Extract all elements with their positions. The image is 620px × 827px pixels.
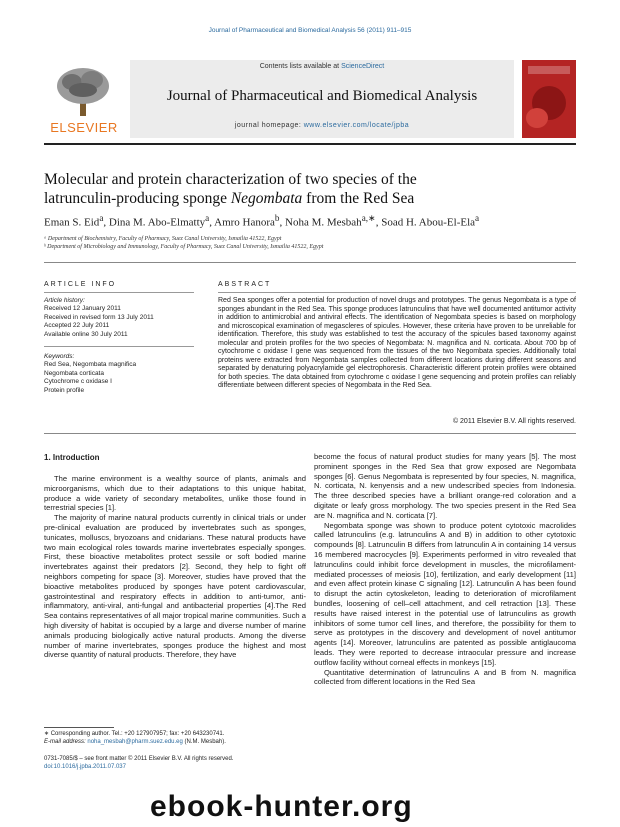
author: Soad H. Abou-El-Ela xyxy=(381,216,476,229)
author: Eman S. Eid xyxy=(44,216,100,229)
history-item: Received 12 January 2011 xyxy=(44,305,121,313)
issn-block xyxy=(44,756,306,771)
body-paragraph: become the focus of natural product studies for many years [5]. The most prominent sponges in the Red Sea that grow exposed are Negombata sponges [6]. Genus Negombata is represented by four species, N. magnifica, N. corticata, N. kenyensis and a new undescribed species from Indonesia. The three described species have a brilliant orange-red coloration and a digitate or leafy gross morphology. The two species present in the Red Sea are N. magnifica and N. corticata [7]. xyxy=(314,452,576,520)
title-line-2-italic: Negombata xyxy=(230,190,303,207)
email-suffix: (N.M. Mesbah). xyxy=(182,738,226,745)
email-link[interactable]: noha_mesbah@pharm.suez.edu.eg xyxy=(87,738,183,745)
copyright-line: © 2011 Elsevier B.V. All rights reserved. xyxy=(452,418,576,425)
author: Dina M. Abo-Elmatty xyxy=(108,216,206,229)
body-column-left xyxy=(44,474,306,660)
contents-prefix: Contents lists available at xyxy=(259,63,342,70)
history-rule xyxy=(44,346,194,347)
journal-title: Journal of Pharmaceutical and Biomedical Analysis xyxy=(166,88,478,104)
header-divider xyxy=(44,143,576,145)
body-paragraph: The marine environment is a wealthy source of plants, animals and microorganisms, which due to their adaptations to this unique habitat, produce a wide variety of secondary metabolites, unlike those found in terrestrial species [1]. xyxy=(44,474,306,513)
keyword: Negombata corticata xyxy=(44,369,104,377)
body-column-right xyxy=(314,452,576,687)
affiliation-divider xyxy=(44,262,576,263)
title-line-2a: latrunculin-producing sponge xyxy=(44,190,231,207)
corresponding-line: ∗ Corresponding author. Tel.: +20 127907957; fax: +20 643230741. xyxy=(44,731,225,737)
article-history xyxy=(44,297,194,339)
abstract-text: Red Sea sponges offer a potential for production of novel drugs and prototypes. The genus Negombata is a type of sponges abundant in the Red Sea. This sponge produces latrunculins that have well documented antitumor activity in addition to antimicrobial and antiviral effects. The identification of Negombata species is based on morphology and microscopical examination of megascleres of spicules. However, these criteria have proven to be unreliable for identification. Therefore, this study was established to test the accuracy of the spicules based taxonomy against molecular and protein profiles for the two species of Negombata: N. magnifica and N. corticata. About 700 bp of cytochrome c oxidase I gene was sequenced from the tissues of the two Negombata species. Additionally total proteins were extracted from Negombata samples collected from different locations during different seasons and separated by denaturing polyacrylamide gel electrophoresis. Characteristic different protein profiles were obtained for both species. The data obtained from cytochrome c oxidase I gene sequencing and protein profiles can reliably differentiate between different species of Negombata in the Red Sea. xyxy=(218,297,576,390)
body-paragraph: The majority of marine natural products currently in clinical trials or under pre-clinical evaluation are produced by invertebrates such as sponges, tunicates, molluscs, bryozoans and cnidarians. These natural products have two main ecological roles towards marine invertebrates especially sponges. First, these bioactive metabolites protect sessile or soft bodied marine invertebrates against their predators [2]. Second, they help to fight off neighbors competing for space [3]. Moreover, studies have proved that the bioactive metabolites produced by sponges have potent cardiovascular, gastrointestinal and respiratory effects in addition to anti-tumor, anti-inflammatory, anti-viral, anti-fungal and antibacterial properties [4].The Red Sea contains representatives of all major tropical marine communities. Such a high diversity of habitat is occupied by a large and diverse number of marine animals producing biologically active natural products. Among the diverse number of marine invertebrates, sponges produce the highest and most diverse quantity of natural products. Therefore, they have xyxy=(44,513,306,660)
history-item: Accepted 22 July 2011 xyxy=(44,322,110,330)
email-label: E-mail address: xyxy=(44,738,88,745)
contents-line xyxy=(130,63,514,70)
journal-citation: Journal of Pharmaceutical and Biomedical Analysis 56 (2011) 911–915 xyxy=(208,27,412,34)
abstract-divider xyxy=(44,433,576,434)
author-list: Eman S. Eid$^a$, Dina M. Abo-Elmatty$^a$, Amro Hanora$^b$, Noha M. Mesbah$^{a,∗}$, Soad H. Abou-El-Ela$^a$ xyxy=(44,213,480,229)
elsevier-tree-icon xyxy=(52,66,114,118)
article-info-rule xyxy=(44,292,194,293)
watermark-text: ebook-hunter.org xyxy=(150,790,413,823)
article-info-heading: ARTICLE INFO xyxy=(44,281,117,288)
doi-link[interactable]: doi:10.1016/j.jpba.2011.07.037 xyxy=(44,763,126,770)
body-paragraph: Quantitative determination of latrunculins A and B from N. magnifica collected from different locations in the Red Sea xyxy=(314,667,576,687)
issn-line: 0731-7085/$ – see front matter © 2011 Elsevier B.V. All rights reserved. xyxy=(44,756,234,762)
author: Amro Hanora xyxy=(214,216,275,229)
keyword: Red Sea, Negombata magnifica xyxy=(44,361,137,369)
title-line-2b: from the Red Sea xyxy=(302,190,415,207)
sciencedirect-link[interactable]: ScienceDirect xyxy=(341,63,385,70)
elsevier-logo xyxy=(44,60,124,138)
history-item: Received in revised form 13 July 2011 xyxy=(44,313,154,321)
body-paragraph: Negombata sponge was shown to produce potent cytotoxic macrolides called latrunculins (e.g. latrunculins A and B) in addition to other cytotoxic compounds [8]. Latrunculin B differs from latrunculin A in containing 14 versus 16 membered macrocycles [9]. Experiments performed in vitro revealed that latrunculins could inhibit force development in muscles, the microfilament-mediated processes of meiosis [10], fertilization, and early development [11] and even affect protein kinase C signaling [12]. Latrunculin A has been found to disrupt the actin cytoskeleton, leading to deterioration of microfilament bundles, loosening of cell–cell attachment, and cell retraction [13]. These results have raised interest in the potential use of latrunculins as growth inhibitors of some tumor cell lines, and therefore, the possibility for them to serve as prototypes in the discovery and development of novel antitumor agents [14]. Moreover, latrunculins are patented as possible antiglaucoma leads. They were reported to decrease intraocular pressure and increase outflow facility without corneal effects in monkeys [15]. xyxy=(314,520,576,667)
homepage-link[interactable]: www.elsevier.com/locate/jpba xyxy=(303,122,410,129)
author-sup: a,∗ xyxy=(361,213,376,223)
keywords-label: Keywords: xyxy=(44,353,75,360)
footnote-rule xyxy=(44,727,114,728)
author-sup: b xyxy=(274,213,280,223)
corresponding-author-footnote xyxy=(44,731,306,746)
journal-cover-image xyxy=(522,60,576,138)
journal-banner xyxy=(130,60,514,138)
affiliation-a: ᵃ Department of Biochemistry, Faculty of Pharmacy, Suez Canal University, Ismailia 41522, Egypt xyxy=(44,236,282,242)
keyword: Protein profile xyxy=(44,386,85,394)
keywords-block xyxy=(44,353,194,395)
keyword: Cytochrome c oxidase I xyxy=(44,378,112,386)
author-sup: a xyxy=(205,213,210,223)
journal-header xyxy=(44,60,576,138)
author: Noha M. Mesbah xyxy=(285,216,362,229)
introduction-heading: 1. Introduction xyxy=(44,453,100,462)
title-line-1: Molecular and protein characterization of two species of the xyxy=(44,171,417,188)
history-item: Available online 30 July 2011 xyxy=(44,330,128,338)
journal-homepage xyxy=(130,122,514,129)
homepage-prefix: journal homepage: xyxy=(234,122,304,129)
article-title xyxy=(44,170,584,208)
author-sup: a xyxy=(99,213,104,223)
abstract-rule xyxy=(218,292,576,293)
author-sup: a xyxy=(475,213,480,223)
history-label: Article history: xyxy=(44,297,85,304)
abstract-heading: ABSTRACT xyxy=(218,281,272,288)
elsevier-wordmark: ELSEVIER xyxy=(50,120,118,135)
affiliation-b: ᵇ Department of Microbiology and Immunology, Faculty of Pharmacy, Suez Canal University, Ismailia 41522, Egypt xyxy=(44,244,324,250)
